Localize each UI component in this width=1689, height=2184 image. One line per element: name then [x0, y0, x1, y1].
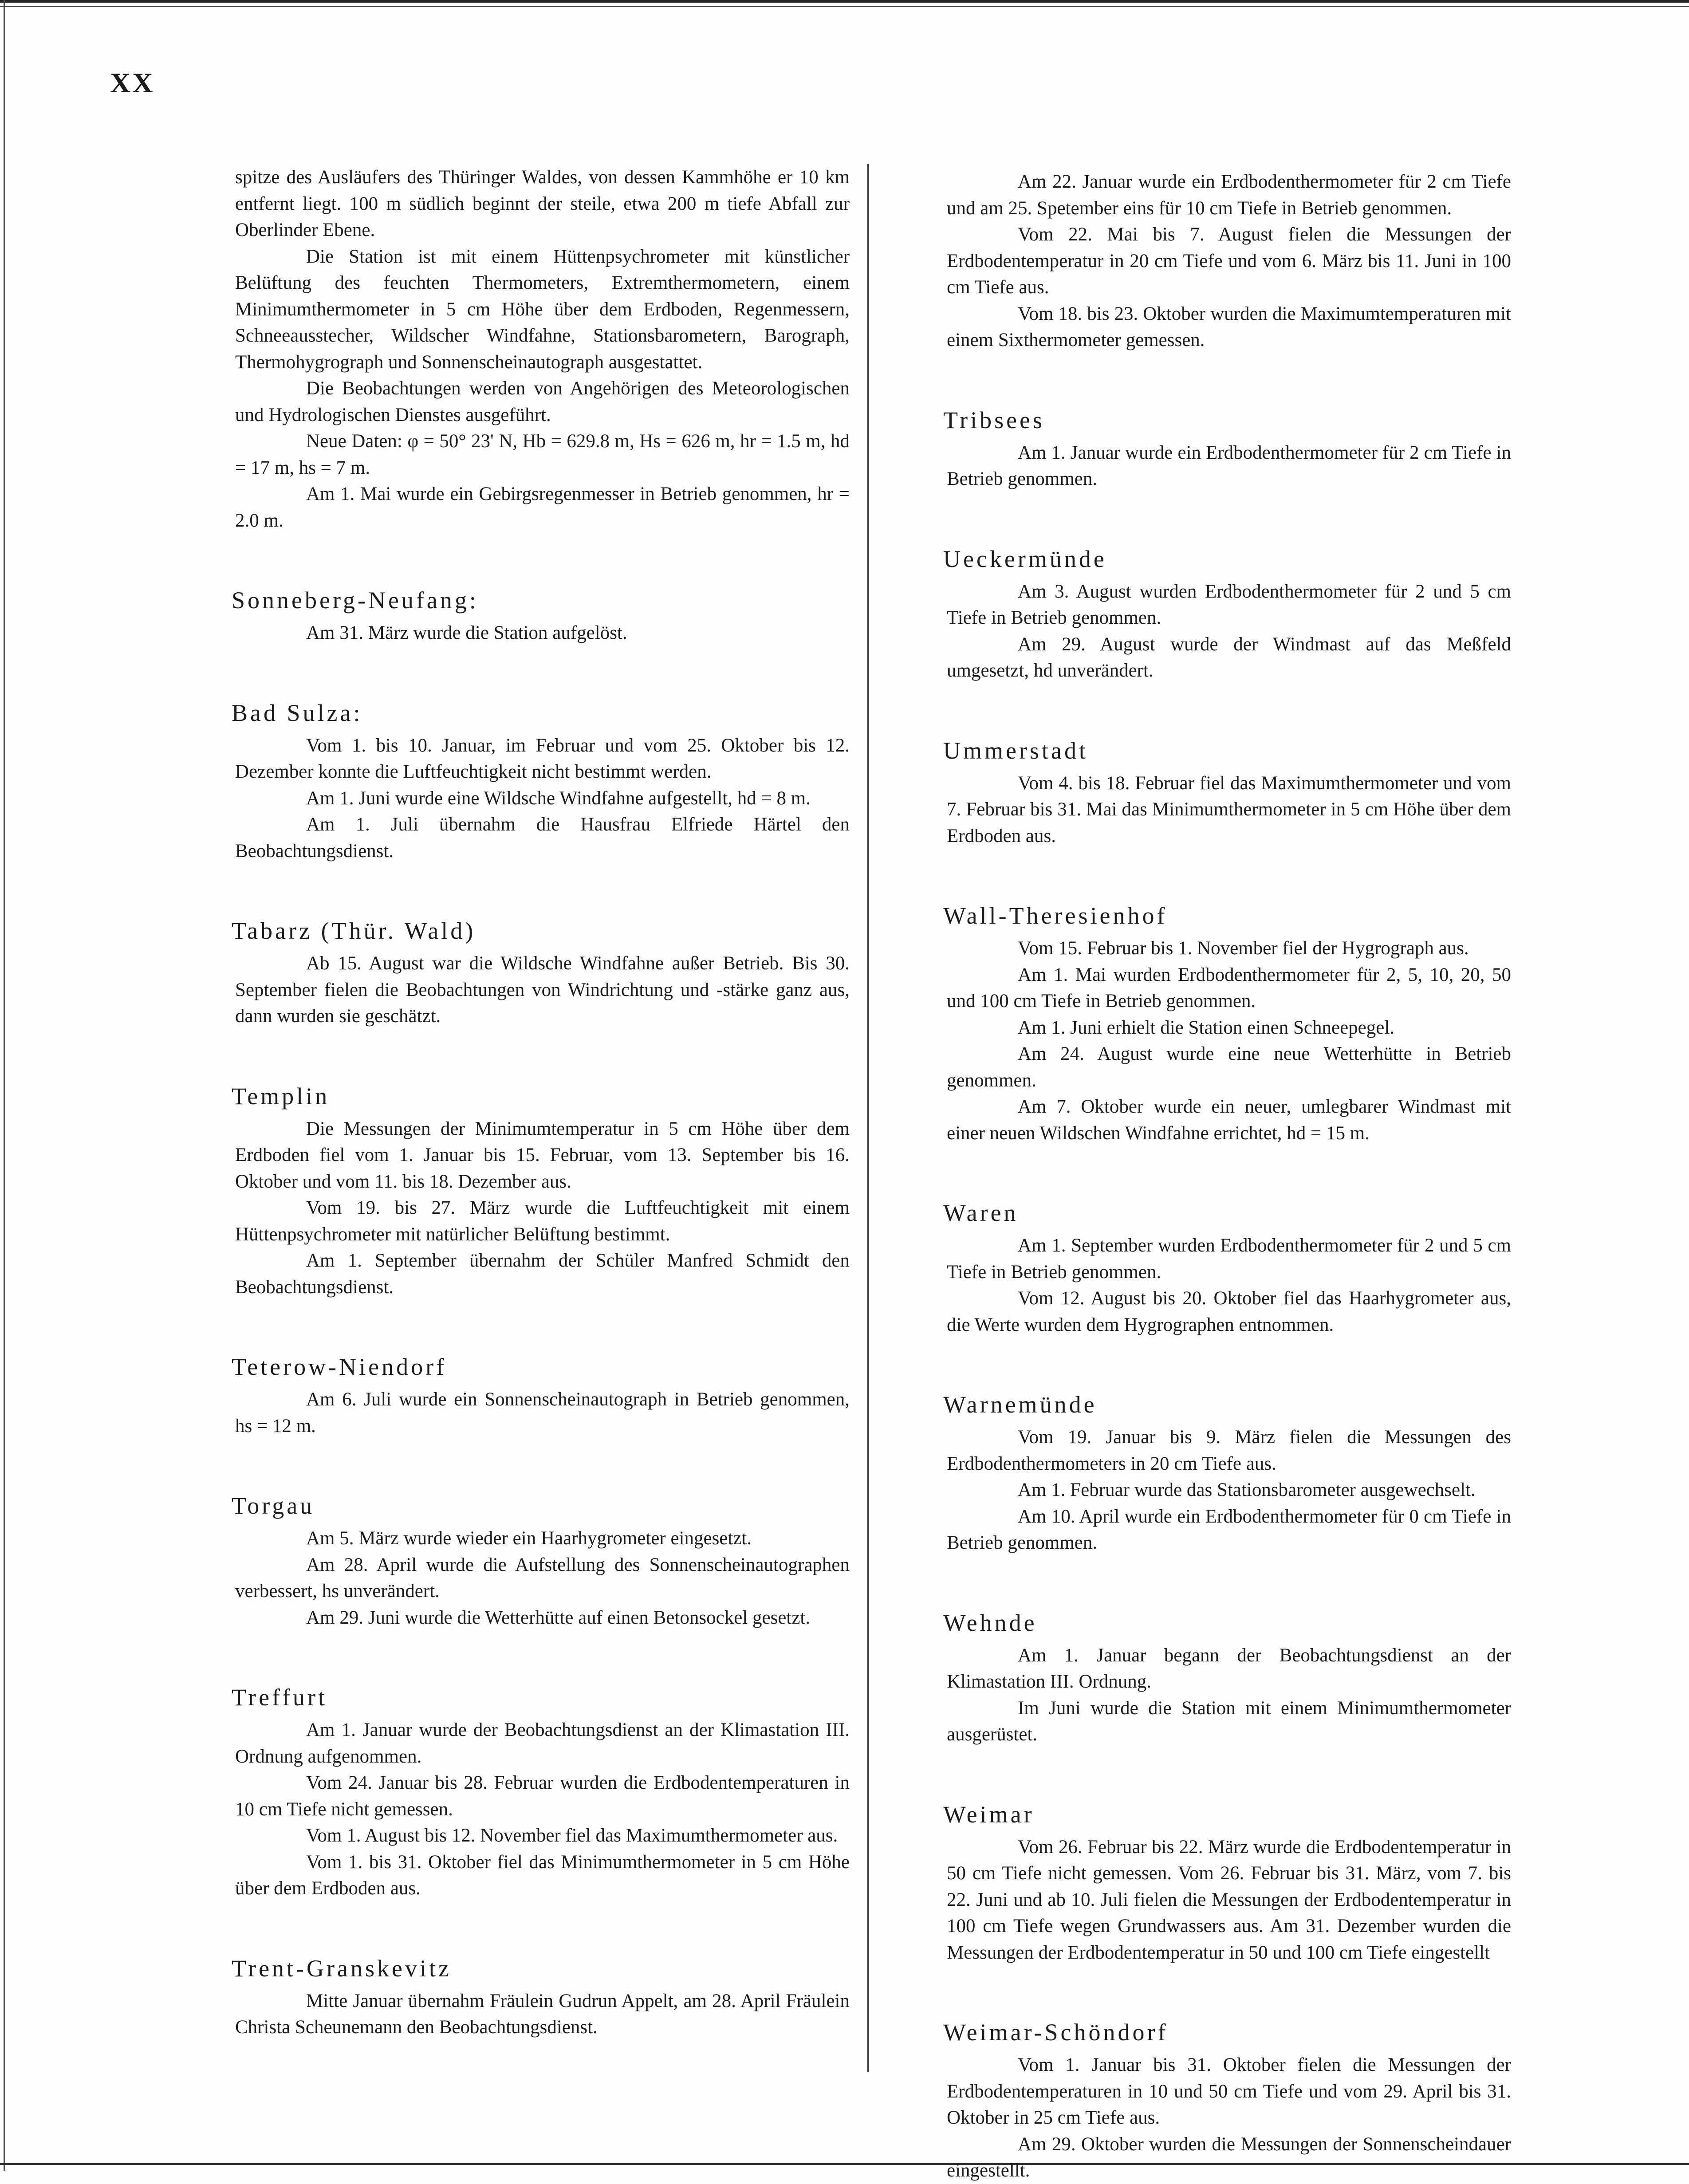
section-sonneberg-neufang — [232, 586, 850, 646]
section-waren — [943, 1199, 1511, 1338]
paragraph: Am 1. Januar wurde ein Erdbodenthermometer für 2 cm Tiefe in Betrieb genommen. — [947, 442, 1511, 489]
right-column — [943, 169, 1511, 2184]
section-heading: Bad Sulza: — [232, 699, 363, 726]
paragraph: Vom 26. Februar bis 22. März wurde die Erdbodentemperatur in 50 cm Tiefe nicht gemessen. Vom 26. Februar bis 31. März, vom 7. bis 22. Juni und ab 10. Juli fielen die Messungen der Erdbodentemperatur in 100 cm Tiefe wegen Grundwassers aus. Am 31. Dezember wurden die Messungen der Erdbodentemperatur in 50 und 100 cm Tiefe eingestellt — [947, 1836, 1511, 1963]
paragraph: Vom 1. bis 10. Januar, im Februar und vom 25. Oktober bis 12. Dezember konnte die Luftfeuchtigkeit nicht bestimmt werden. — [235, 735, 850, 782]
section-ummerstadt — [943, 736, 1511, 850]
paragraph: Die Messungen der Minimumtemperatur in 5 cm Höhe über dem Erdboden fiel vom 1. Januar bis 15. Februar, vom 13. September bis 16. Oktober und vom 11. bis 18. Dezember aus. — [235, 1118, 850, 1192]
section-warnemuende — [943, 1390, 1511, 1556]
paragraph: Am 1. Juni wurde eine Wildsche Windfahne aufgestellt, hd = 8 m. — [306, 787, 811, 809]
section-treffurt — [232, 1683, 850, 1902]
paragraph: Vom 24. Januar bis 28. Februar wurden die Erdbodentemperaturen in 10 cm Tiefe nicht gemessen. — [235, 1772, 850, 1820]
paragraph: Vom 19. Januar bis 9. März fielen die Messungen des Erdbodenthermometers in 20 cm Tiefe aus. — [947, 1427, 1511, 1474]
section-torgau — [232, 1491, 850, 1631]
section-heading: Teterow-Niendorf — [232, 1354, 447, 1380]
section-templin — [232, 1082, 850, 1301]
section-heading: Ueckermünde — [943, 545, 1107, 572]
paragraph: Am 29. Juni wurde die Wetterhütte auf einen Betonsockel gesetzt. — [306, 1607, 811, 1628]
paragraph: Am 1. Juni erhielt die Station einen Schneepegel. — [1018, 1017, 1395, 1038]
paragraph: Vom 15. Februar bis 1. November fiel der Hygrograph aus. — [1018, 938, 1469, 959]
left-border-line — [4, 0, 5, 2171]
paragraph: Am 29. Oktober wurden die Messungen der Sonnenscheindauer eingestellt. — [947, 2133, 1511, 2181]
section-heading: Sonneberg-Neufang: — [232, 587, 479, 614]
paragraph: Am 3. August wurden Erdbodenthermometer für 2 und 5 cm Tiefe in Betrieb genommen. — [947, 581, 1511, 628]
paragraph: Am 7. Oktober wurde ein neuer, umlegbarer Windmast mit einer neuen Wildschen Windfahne errichtet, hd = 15 m. — [947, 1096, 1511, 1144]
left-intro — [235, 164, 850, 534]
paragraph: Am 1. Februar wurde das Stationsbarometer ausgewechselt. — [1018, 1480, 1476, 1500]
right-intro — [947, 169, 1511, 354]
left-column — [232, 164, 850, 2041]
paragraph: Vom 18. bis 23. Oktober wurden die Maximumtemperaturen mit einem Sixthermometer gemessen. — [947, 303, 1511, 350]
paragraph: Vom 19. bis 27. März wurde die Luftfeuchtigkeit mit einem Hüttenpsychrometer mit natürlicher Belüftung bestimmt. — [235, 1197, 850, 1245]
paragraph: Ab 15. August war die Wildsche Windfahne außer Betrieb. Bis 30. September fielen die Beobachtungen von Windrichtung und -stärke ganz aus, dann wurden sie geschätzt. — [235, 953, 850, 1027]
paragraph: Am 1. September übernahm der Schüler Manfred Schmidt den Beobachtungsdienst. — [235, 1250, 850, 1298]
paragraph: Am 28. April wurde die Aufstellung des Sonnenscheinautographen verbessert, hs unverändert. — [235, 1554, 850, 1602]
page-number: XX — [110, 67, 155, 98]
section-heading: Weimar-Schöndorf — [943, 2019, 1169, 2046]
column-divider — [867, 164, 869, 2072]
paragraph: Am 10. April wurde ein Erdbodenthermometer für 0 cm Tiefe in Betrieb genommen. — [947, 1506, 1511, 1553]
section-heading: Tribsees — [943, 406, 1045, 433]
section-weimar — [943, 1800, 1511, 1966]
top-border-line — [0, 0, 1689, 3]
section-heading: Tabarz (Thür. Wald) — [232, 917, 476, 944]
paragraph: Die Beobachtungen werden von Angehörigen des Meteorologischen und Hydrologischen Dienstes ausgeführt. — [235, 378, 850, 425]
section-tribsees — [943, 406, 1511, 492]
paragraph: Am 22. Januar wurde ein Erdbodenthermometer für 2 cm Tiefe und am 25. Spetember eins für 10 cm Tiefe in Betrieb genommen. — [947, 171, 1511, 219]
section-bad-sulza — [232, 699, 850, 865]
paragraph: Vom 4. bis 18. Februar fiel das Maximumthermometer und vom 7. Februar bis 31. Mai das Minimumthermometer in 5 cm Höhe über dem Erdboden aus. — [947, 772, 1511, 846]
paragraph: Vom 12. August bis 20. Oktober fiel das Haarhygrometer aus, die Werte wurden dem Hygrographen entnommen. — [947, 1288, 1511, 1335]
section-heading: Trent-Granskevitz — [232, 1955, 452, 1982]
section-heading: Ummerstadt — [943, 737, 1088, 764]
paragraph: Am 29. August wurde der Windmast auf das Meßfeld umgesetzt, hd unverändert. — [947, 634, 1511, 681]
section-tabarz — [232, 917, 850, 1030]
paragraph: Am 1. Januar wurde der Beobachtungsdienst an der Klimastation III. Ordnung aufgenommen. — [235, 1720, 850, 1767]
paragraph: Am 1. Mai wurde ein Gebirgsregenmesser in Betrieb genommen, hr = 2.0 m. — [235, 484, 850, 531]
section-heading: Waren — [943, 1200, 1019, 1226]
section-ueckermuende — [943, 545, 1511, 684]
paragraph: Neue Daten: φ = 50° 23' N, Hb = 629.8 m, Hs = 626 m, hr = 1.5 m, hd = 17 m, hs = 7 m. — [235, 431, 850, 478]
paragraph: spitze des Ausläufers des Thüringer Waldes, von dessen Kammhöhe er 10 km entfernt liegt. 100 m südlich beginnt der steile, etwa 200 m tiefe Abfall zur Oberlinder Ebene. — [235, 167, 850, 240]
section-heading: Warnemünde — [943, 1391, 1097, 1418]
section-wall-theresienhof — [943, 901, 1511, 1146]
section-heading: Weimar — [943, 1801, 1035, 1828]
paragraph: Vom 22. Mai bis 7. August fielen die Messungen der Erdbodentemperatur in 20 cm Tiefe und vom 6. März bis 11. Juni in 100 cm Tiefe aus. — [947, 224, 1511, 298]
paragraph: Im Juni wurde die Station mit einem Minimumthermometer ausgerüstet. — [947, 1697, 1511, 1745]
paragraph: Am 1. September wurden Erdbodenthermometer für 2 und 5 cm Tiefe in Betrieb genommen. — [947, 1235, 1511, 1283]
section-wehnde — [943, 1609, 1511, 1748]
section-heading: Wehnde — [943, 1609, 1037, 1636]
section-trent-granskevitz — [232, 1954, 850, 2041]
paragraph: Am 6. Juli wurde ein Sonnenscheinautograph in Betrieb genommen, hs = 12 m. — [235, 1389, 850, 1436]
paragraph: Vom 1. bis 31. Oktober fiel das Minimumthermometer in 5 cm Höhe über dem Erdboden aus. — [235, 1851, 850, 1899]
paragraph: Vom 1. Januar bis 31. Oktober fielen die Messungen der Erdbodentemperaturen in 10 und 50 cm Tiefe und vom 29. April bis 31. Oktober in 25 cm Tiefe aus. — [947, 2054, 1511, 2128]
section-heading: Torgau — [232, 1492, 315, 1519]
paragraph: Am 31. März wurde die Station aufgelöst. — [306, 622, 627, 643]
section-teterow-niendorf — [232, 1353, 850, 1439]
top-border-thin-line — [0, 6, 1689, 7]
paragraph: Am 24. August wurde eine neue Wetterhütte in Betrieb genommen. — [947, 1043, 1511, 1091]
section-weimar-schoendorf — [943, 2018, 1511, 2184]
paragraph: Am 1. Juli übernahm die Hausfrau Elfriede Härtel den Beobachtungsdienst. — [235, 814, 850, 862]
section-heading: Templin — [232, 1082, 330, 1110]
paragraph: Am 1. Januar begann der Beobachtungsdienst an der Klimastation III. Ordnung. — [947, 1645, 1511, 1692]
paragraph: Am 1. Mai wurden Erdbodenthermometer für 2, 5, 10, 20, 50 und 100 cm Tiefe in Betrieb genommen. — [947, 964, 1511, 1011]
paragraph: Vom 1. August bis 12. November fiel das Maximumthermometer aus. — [306, 1825, 838, 1846]
section-heading: Treffurt — [232, 1684, 328, 1711]
paragraph: Am 5. März wurde wieder ein Haarhygrometer eingesetzt. — [306, 1528, 752, 1549]
paragraph: Die Station ist mit einem Hüttenpsychrometer mit künstlicher Belüftung des feuchten Thermometers, Extremthermometern, einem Minimumthermometer in 5 cm Höhe über dem Erdboden, Regenmessern, Schneeausstecher, Wildscher Windfahne, Stationsbarometern, Barograph, Thermohygrograph und Sonnenscheinautograph ausgestattet. — [235, 246, 850, 373]
paragraph: Mitte Januar übernahm Fräulein Gudrun Appelt, am 28. April Fräulein Christa Scheunemann den Beobachtungsdienst. — [235, 1990, 850, 2038]
section-heading: Wall-Theresienhof — [943, 902, 1168, 929]
